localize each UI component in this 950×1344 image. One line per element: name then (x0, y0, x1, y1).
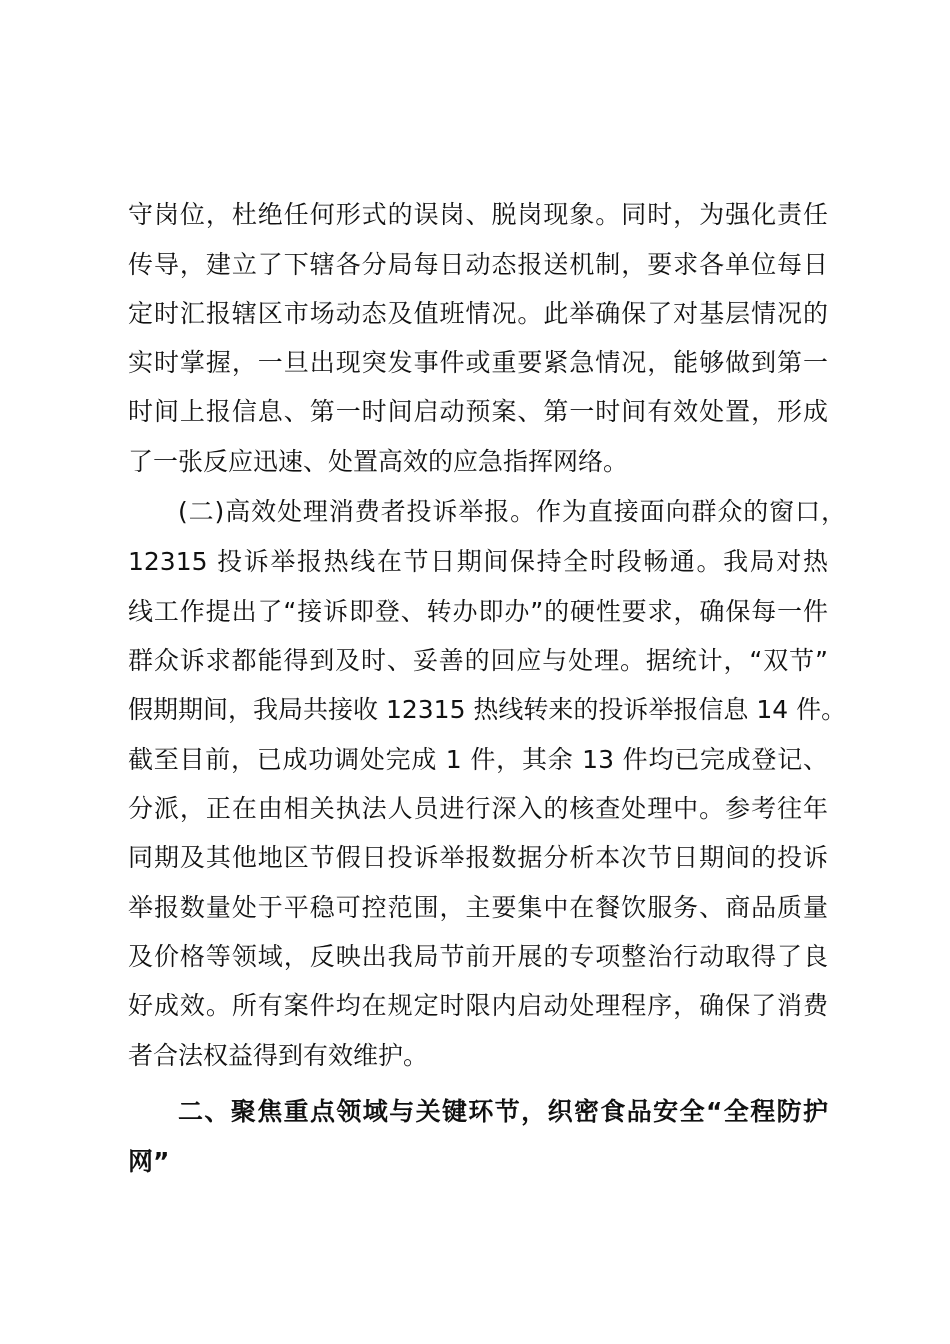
paragraph-line: 传导，建立了下辖各分局每日动态报送机制，要求各单位每日 (128, 250, 828, 279)
paragraph-line: 了一张反应迅速、处置高效的应急指挥网络。 (128, 447, 629, 476)
paragraph-line: 时间上报信息、第一时间启动预案、第一时间有效处置，形成 (128, 397, 828, 426)
section-heading-continuation: 网” (128, 1147, 170, 1176)
paragraph-line: 好成效。所有案件均在规定时限内启动处理程序，确保了消费 (128, 991, 828, 1020)
paragraph-line: 举报数量处于平稳可控范围，主要集中在餐饮服务、商品质量 (128, 893, 828, 922)
paragraph-line: 群众诉求都能得到及时、妥善的回应与处理。据统计，“双节” (128, 646, 828, 675)
section-heading: 二、聚焦重点领域与关键环节，织密食品安全“全程防护 (178, 1097, 828, 1126)
paragraph-line: 12315 投诉举报热线在节日期间保持全时段畅通。我局对热 (128, 547, 828, 576)
paragraph-line: 分派，正在由相关执法人员进行深入的核查处理中。参考往年 (128, 794, 828, 823)
paragraph-line: 截至目前，已成功调处完成 1 件，其余 13 件均已完成登记、 (128, 745, 828, 774)
paragraph-line: 守岗位，杜绝任何形式的误岗、脱岗现象。同时，为强化责任 (128, 200, 828, 229)
paragraph-line: 假期期间，我局共接收 12315 热线转来的投诉举报信息 14 件。 (128, 695, 847, 724)
paragraph-line: 实时掌握，一旦出现突发事件或重要紧急情况，能够做到第一 (128, 348, 828, 377)
paragraph-line: 定时汇报辖区市场动态及值班情况。此举确保了对基层情况的 (128, 299, 828, 328)
paragraph-line: 及价格等领域，反映出我局节前开展的专项整治行动取得了良 (128, 942, 828, 971)
section-heading-line: (二)高效处理消费者投诉举报。作为直接面向群众的窗口， (178, 497, 846, 526)
paragraph-line: 线工作提出了“接诉即登、转办即办”的硬性要求，确保每一件 (128, 597, 828, 626)
paragraph-line: 者合法权益得到有效维护。 (128, 1041, 429, 1070)
paragraph-line: 同期及其他地区节假日投诉举报数据分析本次节日期间的投诉 (128, 843, 828, 872)
